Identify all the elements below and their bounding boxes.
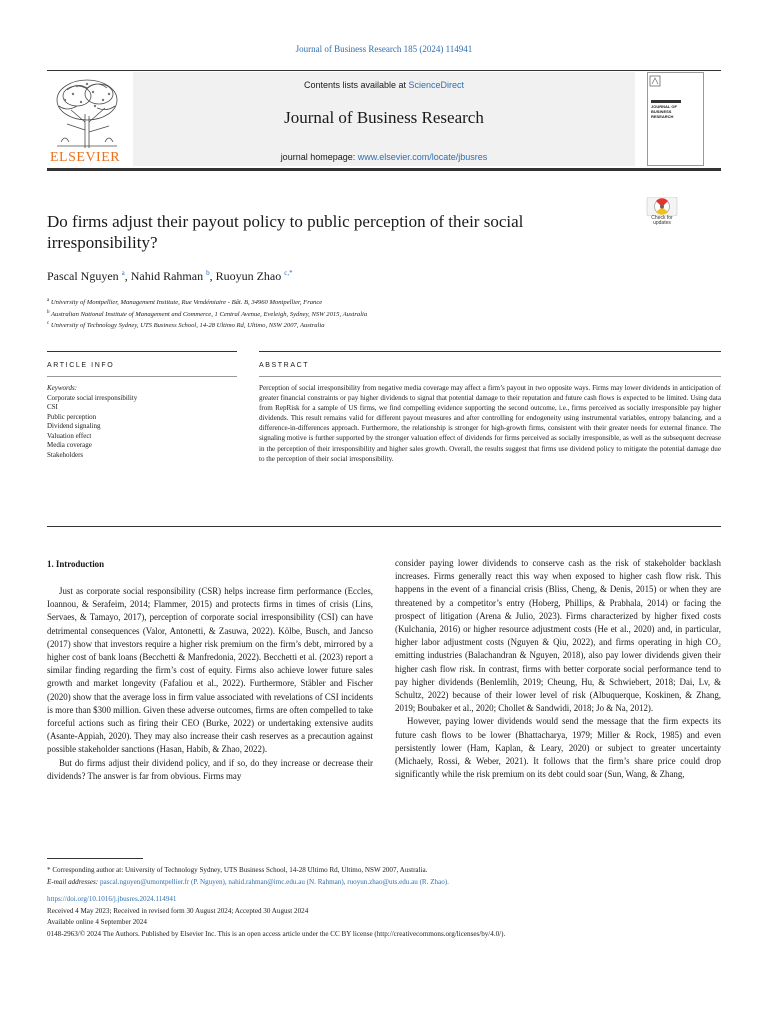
corresponding-author-note: * Corresponding author at: University of Technology Sydney, UTS Business School, 14-28 Ultimo Rd, Ultimo, NSW 2007, Australia. [47,866,428,874]
affiliation-item [47,308,727,320]
cover-logo-icon [648,73,703,99]
body-paragraph: However, paying lower dividends would send the message that the firm expects its future cash flows to be lower (Bhattacharya, 1979; Miller & Rock, 1985) and even persistently lower (Ham, Kaplan, & Leary, 2020) or subject to greater uncertainty (Michaely, Rossi, & Weber, 2021). It follows that the firm’s share price could drop significantly while the risk premium on its debt could soar (Sun, Wang, & Zhang, [395,716,721,780]
homepage-link[interactable]: www.elsevier.com/locate/jbusres [357,152,488,162]
abstract-bottom-rule [47,526,721,527]
section-heading-introduction: 1. Introduction [47,559,105,569]
author-name[interactable]: Ruoyun Zhao [215,269,282,283]
author-affil-mark[interactable]: c,* [284,269,293,277]
author-affil-mark[interactable]: b [206,269,210,277]
body-paragraph: consider paying lower dividends to conserve cash as the risk of stakeholder backlash increases. Firms generally react this way when exposed to higher cash flow risk. This happens in the event of a financial crisis (Bliss, Cheng, & Denis, 2015) or when they are threatened by a competitor’s entry (Hoberg, Phillips, & Prabhala, 2014) or facing the prospect of litigation (Arena & Julio, 2023). Firms characterized by higher fixed costs (Kulchania, 2016) or higher resource adjustment costs (He et al., 2020) and, in particular, higher labor adjustment costs (Nguyen & Qiu, 2022), and firms operating in high CO₂ emitting industries (Balachandran & Nguyen, 2018), also pay lower dividends given their higher cash flow risk. In contrast, firms with better corporate social performance tend to pay higher dividends (Benlemlih, 2019; Cheung, Hu, & Schwiebert, 2018; Dai, Lv, & Schultz, 2022) because of their lower level of risk (Albuquerque, Koskinen, & Zhang, 2019; Boubaker et al., 2020; Chollet & Sandwidi, 2018; Jo & Na, 2012). [395,558,721,714]
body-paragraph: Just as corporate social responsibility (CSR) helps increase firm performance (Eccles, Ioannou, & Serafeim, 2014; Flammer, 2015) and protects firms in times of crisis (Lins, Servaes, & Tamayo, 2017), perception of corporate social irresponsibility (CSI) can have detrimental consequences (Valor, Antonetti, & Zasuwa, 2022). Kölbe, Busch, and Jancso (2017) show that investors require a higher risk premium on the firm’s debt, mirrored by a higher cost of bank loans (Becchetti & Manfredonia, 2022). Becchetti et al. (2023) report a similar finding regarding the firm’s cost of equity. Firms also achieve lower future sales growth and market longevity (Fafaliou et al., 2022). Furthermore, Stäbler and Fischer (2020) show that the average loss in firm value associated with revelations of CSI incidents is more than $300 million. Given these adverse outcomes, firms are often compelled to take forceful actions such as firing their CEO (Burke, 2022) or undertaking extensive audits (Asante-Appiah, 2020). They may also increase their cash reserves as a precaution against possible stakeholder sanctions (Hasan, Habib, & Zhao, 2022). [47,586,373,755]
keywords-label: Keywords: [47,384,78,392]
contents-line [133,80,635,90]
article-title: Do firms adjust their payout policy to public perception of their social irresponsibility? [47,212,524,252]
keyword-item: Corporate social irresponsibility [47,393,138,402]
crossmark-icon [646,197,678,216]
affiliation-text: Australian National Institute of Management and Commerce, 1 Central Avenue, Eveleigh, Sydney, NSW 2015, Australia [51,310,368,318]
affiliation-mark: c [47,321,50,327]
body-column-right [395,557,721,781]
masthead [47,72,721,168]
abstract-inner-rule [259,376,721,377]
article-info-heading: ARTICLE INFO [47,362,115,369]
affiliations [47,296,727,331]
keyword-item: Dividend signaling [47,422,101,430]
body-column-left [47,585,373,783]
author-affil-mark[interactable]: a [121,269,125,277]
author-name[interactable]: Pascal Nguyen [47,269,119,283]
homepage-prefix: journal homepage: [280,152,358,162]
email-addresses[interactable]: pascal.nguyen@umontpellier.fr (P. Nguyen), nahid.rahman@imc.edu.au (N. Rahman), ruoyun.zhao@uts.edu.au (R. Zhao). [99,877,449,886]
elsevier-logo[interactable] [47,72,127,166]
cover-title: JOURNAL OF BUSINESS RESEARCH [651,104,677,119]
doi-link[interactable]: https://doi.org/10.1016/j.jbusres.2024.114941 [47,895,177,904]
affiliation-item [47,319,727,331]
journal-cover-thumbnail[interactable] [647,72,704,166]
affiliation-text: University of Technology Sydney, UTS Business School, 14-28 Ultimo Rd, Ultimo, NSW 2007, Australia [50,322,325,330]
keyword-item: CSI [47,403,58,411]
footnotes [47,865,727,941]
affiliation-text: University of Montpellier, Management Institute, Rue Vendémiaire - Bât. B, 34960 Montpellier, France [50,299,323,307]
abstract-rule [259,351,721,352]
journal-citation[interactable]: Journal of Business Research 185 (2024) 114941 [295,44,473,54]
article-info-rule [47,351,237,352]
masthead-top-rule [47,70,721,71]
abstract-heading: ABSTRACT [259,362,310,369]
masthead-bottom-rule [47,168,721,171]
email-line [47,877,727,889]
affiliation-item [47,296,727,308]
author-list: Pascal Nguyen $^a$, Nahid Rahman $^b$, Ruoyun Zhao $^{c,*}$ [47,269,293,283]
publisher-name: ELSEVIER [50,150,121,165]
abstract-text: Perception of social irresponsibility from negative media coverage may affect a firm’s payout in two opposite ways. Firms may lower dividends in anticipation of greater financial constraints or pay higher dividends to signal that potential damage to their reputation and future cash flows is expected to be limited. Using data from RepRisk for a sample of US firms, we find compelling evidence supporting the second outcome, i.e., firms perceived as socially irresponsible pay higher dividends. This result remains valid for different payout measures and after controlling for endogeneity using instrumental variables, entropy balancing, and a difference-in-differences approach. Furthermore, the relationship is stronger for high-growth firms, consistent with their greater needs for external finance. The signaling motive is further supported by the stronger valuation effect of dividends for firms perceived as socially irresponsible, as well as the subsequent decrease in the perception of their irresponsibility and higher sales growth. Overall, the results suggest that firms use dividend policy to mitigate the potential damage due to the perception of their social irresponsibility. [259,384,721,463]
masthead-center [133,72,635,166]
homepage-line [133,152,635,162]
author-name[interactable]: Nahid Rahman [130,269,204,283]
keywords-rule [47,376,237,377]
license-line: 0148-2963/© 2024 The Authors. Published by Elsevier Inc. This is an open access article under the CC BY license (http://creativecommons.org/licenses/by/4.0/). [47,929,506,938]
body-paragraph: But do firms adjust their dividend policy, and if so, do they increase or decrease their dividends? The answer is far from obvious. Firms may [47,757,373,781]
affiliation-mark: a [47,298,50,303]
keyword-item: Valuation effect [47,431,92,440]
keywords-block [47,384,237,460]
email-label: E-mail addresses: [47,877,99,886]
sciencedirect-link[interactable]: ScienceDirect [408,80,465,90]
elsevier-tree-icon [47,72,127,150]
keyword-item: Public perception [47,412,97,421]
affiliation-mark: b [47,309,50,315]
footnote-rule [47,858,143,859]
keyword-item: Stakeholders [47,450,84,459]
crossmark-label: Check for updates [651,215,673,226]
keyword-item: Media coverage [47,441,92,449]
journal-name[interactable]: Journal of Business Research [284,108,484,127]
available-online: Available online 4 September 2024 [47,918,147,927]
cover-band [651,100,681,103]
check-for-updates-badge[interactable] [646,197,678,228]
received-dates: Received 4 May 2023; Received in revised form 30 August 2024; Accepted 30 August 2024 [47,906,309,915]
contents-prefix: Contents lists available at [303,80,409,90]
